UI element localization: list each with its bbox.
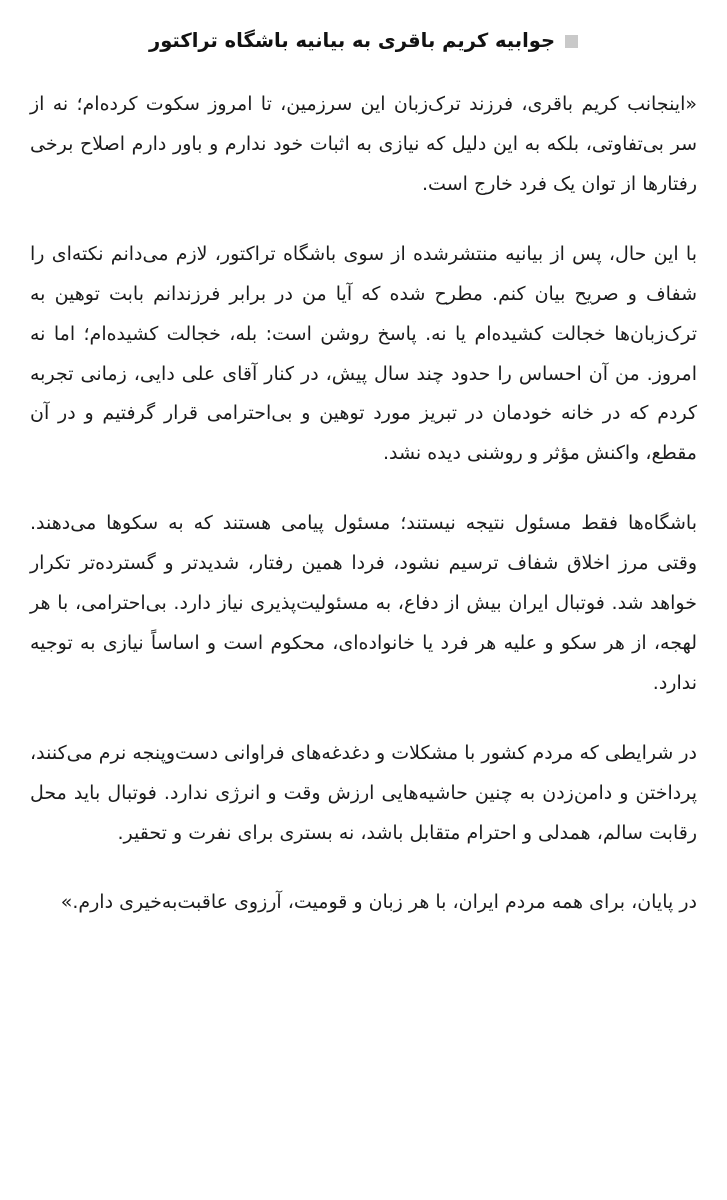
page-title bbox=[30, 26, 697, 55]
article-body bbox=[30, 85, 697, 923]
page-title-text: جوابیه کریم باقری به بیانیه باشگاه تراکتور bbox=[148, 29, 556, 52]
square-bullet-icon bbox=[565, 35, 578, 48]
paragraph: در شرایطی که مردم کشور با مشکلات و دغدغه‌های فراوانی دست‌وپنجه نرم می‌کنند، پرداختن و دامن‌زدن به چنین حاشیه‌هایی ارزش وقت و انرژی ندارد. فوتبال باید محل رقابت سالم، همدلی و احترام متقابل باشد، نه بستری برای نفرت و تحقیر. bbox=[30, 741, 697, 844]
paragraph: در پایان، برای همه مردم ایران، با هر زبان و قومیت، آرزوی عاقبت‌به‌خیری دارم.» bbox=[60, 891, 697, 914]
paragraph: باشگاه‌ها فقط مسئول نتیجه نیستند؛ مسئول پیامی هستند که به سکوها می‌دهند. وقتی مرز اخلاق شفاف ترسیم نشود، فردا همین رفتار، شدیدتر و گسترده‌تر تکرار خواهد شد. فوتبال ایران بیش از دفاع، به مسئولیت‌پذیری نیاز دارد. بی‌احترامی، با هر لهجه، از هر سکو و علیه هر فرد یا خانواده‌ای، محکوم است و اساساً نیازی به توجیه ندارد. bbox=[30, 512, 697, 694]
paragraph: با این حال، پس از بیانیه منتشرشده از سوی باشگاه تراکتور، لازم می‌دانم نکته‌ای را شفاف و صریح بیان کنم. مطرح شده که آیا من در برابر فرزندانم بابت توهین به ترک‌زبان‌ها خجالت کشیده‌ام یا نه. پاسخ روشن است: بله، خجالت کشیده‌ام؛ اما نه امروز. من آن احساس را حدود چند سال پیش، در کنار آقای علی دایی، زمانی تجربه کردم که در خانه خودمان در تبریز مورد توهین و بی‌احترامی قرار گرفتیم و در آن مقطع، واکنش مؤثر و روشنی دیده نشد. bbox=[30, 242, 697, 465]
paragraph: «اینجانب کریم باقری، فرزند ترک‌زبان این سرزمین، تا امروز سکوت کرده‌ام؛ نه از سر بی‌تفاوتی، بلکه به این دلیل که نیازی به اثبات خود ندارم و باور دارم اصلاح برخی رفتارها از توان یک فرد خارج است. bbox=[30, 93, 697, 196]
